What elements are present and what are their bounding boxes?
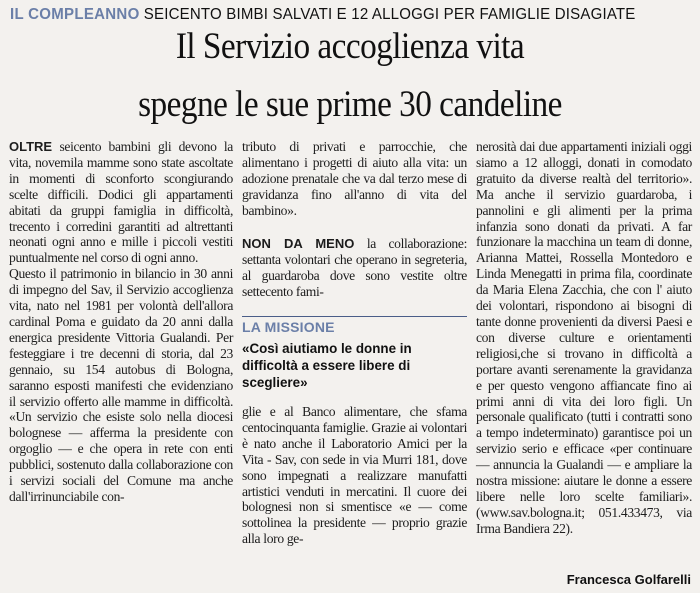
kicker-text: SEICENTO BIMBI SALVATI E 12 ALLOGGI PER FAMIGLIE DISAGIATE	[143, 6, 636, 23]
column-2-paragraph-1: tributo di privati e parrocchie, che alimentano i progetti di aiuto alla vita: un adozione prenatale che va dal terzo mese di gravidanza fino all'anno di vita del bambino».	[242, 139, 467, 218]
column-1-lead: OLTRE	[9, 139, 53, 154]
article-column-2-bottom	[242, 404, 467, 547]
column-2-text-2: la collaborazione: settanta volontari che operano in segreteria, al guardaroba dove sono vestite oltre settecento fami-	[242, 236, 467, 299]
column-2-paragraph-2	[242, 236, 467, 300]
byline: Francesca Golfarelli	[566, 572, 691, 587]
column-3-paragraph-1: nerosità dai due appartamenti iniziali oggi siamo a 12 alloggi, donati in comodato gratuito da diverse realtà del territorio». Ma anche il servizio guardaroba, i pannolini e gli alimenti per la prima infanzia sono donati da privati. A far funzionare la macchina un team di donne, Arianna Mattei, Rossella Montedoro e Linda Menegatti in prima fila, coordinate da Maria Elena Zacchia, che con l' aiuto dei volontari, rispondono ai bisogni di tante donne provenienti da diversi Paesi e con diverse culture e orientamenti religiosi,che si trovano in difficoltà a portare avanti serenamente la gravidanza e per questo vengono affiancate fino ai primi anni di vita dei loro figli. Un personale qualificato (tutti i contratti sono a tempo indeterminato) garantisce poi un servizio serio e efficace «per continuare — annuncia la Gualandi — e ampliare la nostra missione: aiutare le donne a essere libere nelle loro scelte familiari». (www.sav.bologna.it; 051.433473, via Irma Bandiera 22).	[476, 139, 692, 536]
column-1-paragraph-2: Questo il patrimonio in bilancio in 30 anni di impegno del Sav, il Servizio accoglienza vita, nato nel 1981 per volontà dell'allora cardinal Poma e guidato da 20 anni dalla energica presidente Vittoria Gualandi. Per festeggiare i tre decenni di storia, dal 23 gennaio, su 154 autobus di Bologna, saranno esposti manifesti che evidenziano il servizio offerto alle mamme in difficoltà. «Un servizio che esiste solo nella diocesi bolognese — afferma la presidente con orgoglio — e che opera in rete con enti pubblici, sostenuto dalla collaborazione con i servizi sociali del Comune ma anche dall'irrinunciabile con-	[9, 266, 233, 504]
article-column-2-middle	[242, 236, 467, 300]
headline-line-1: Il Servizio accoglienza vita	[175, 26, 525, 67]
article-column-2-top	[242, 139, 467, 219]
column-2-lead: NON DA MENO	[242, 236, 355, 251]
column-2-paragraph-3: glie e al Banco alimentare, che sfama centocinquanta famiglie. Grazie ai volontari è nato anche il Laboratorio Amici per la Vita - Sav, con sede in via Murri 181, dove sono impegnati a realizzare manufatti artistici venduti in mercatini. Il cuore dei bolognesi non si smentisce «e — come sottolinea la presidente — proprio grazie alla loro ge-	[242, 404, 467, 547]
mission-divider	[242, 316, 467, 317]
mission-quote: «Così aiutiamo le donne in difficoltà a essere libere di scegliere»	[242, 341, 412, 390]
article-column-3	[476, 139, 692, 537]
kicker-tag: IL COMPLEANNO	[10, 6, 140, 23]
article-column-1	[9, 139, 233, 505]
kicker	[10, 5, 653, 25]
column-1-paragraph-1	[9, 139, 233, 266]
headline-line-2: spegne le sue prime 30 candeline	[138, 84, 562, 125]
mission-label: LA MISSIONE	[242, 319, 335, 335]
column-1-text-1: seicento bambini gli devono la vita, novemila mamme sono state ascoltate in momenti di sconforto scongiurando scelte difficili. Dodici gli appartamenti abitati da gruppi famiglia in difficoltà, trecento i corredini garantiti ad altrettanti neonati ogni anno e mille i piccoli vestiti puntualmente nel corso di ogni anno.	[9, 139, 233, 266]
